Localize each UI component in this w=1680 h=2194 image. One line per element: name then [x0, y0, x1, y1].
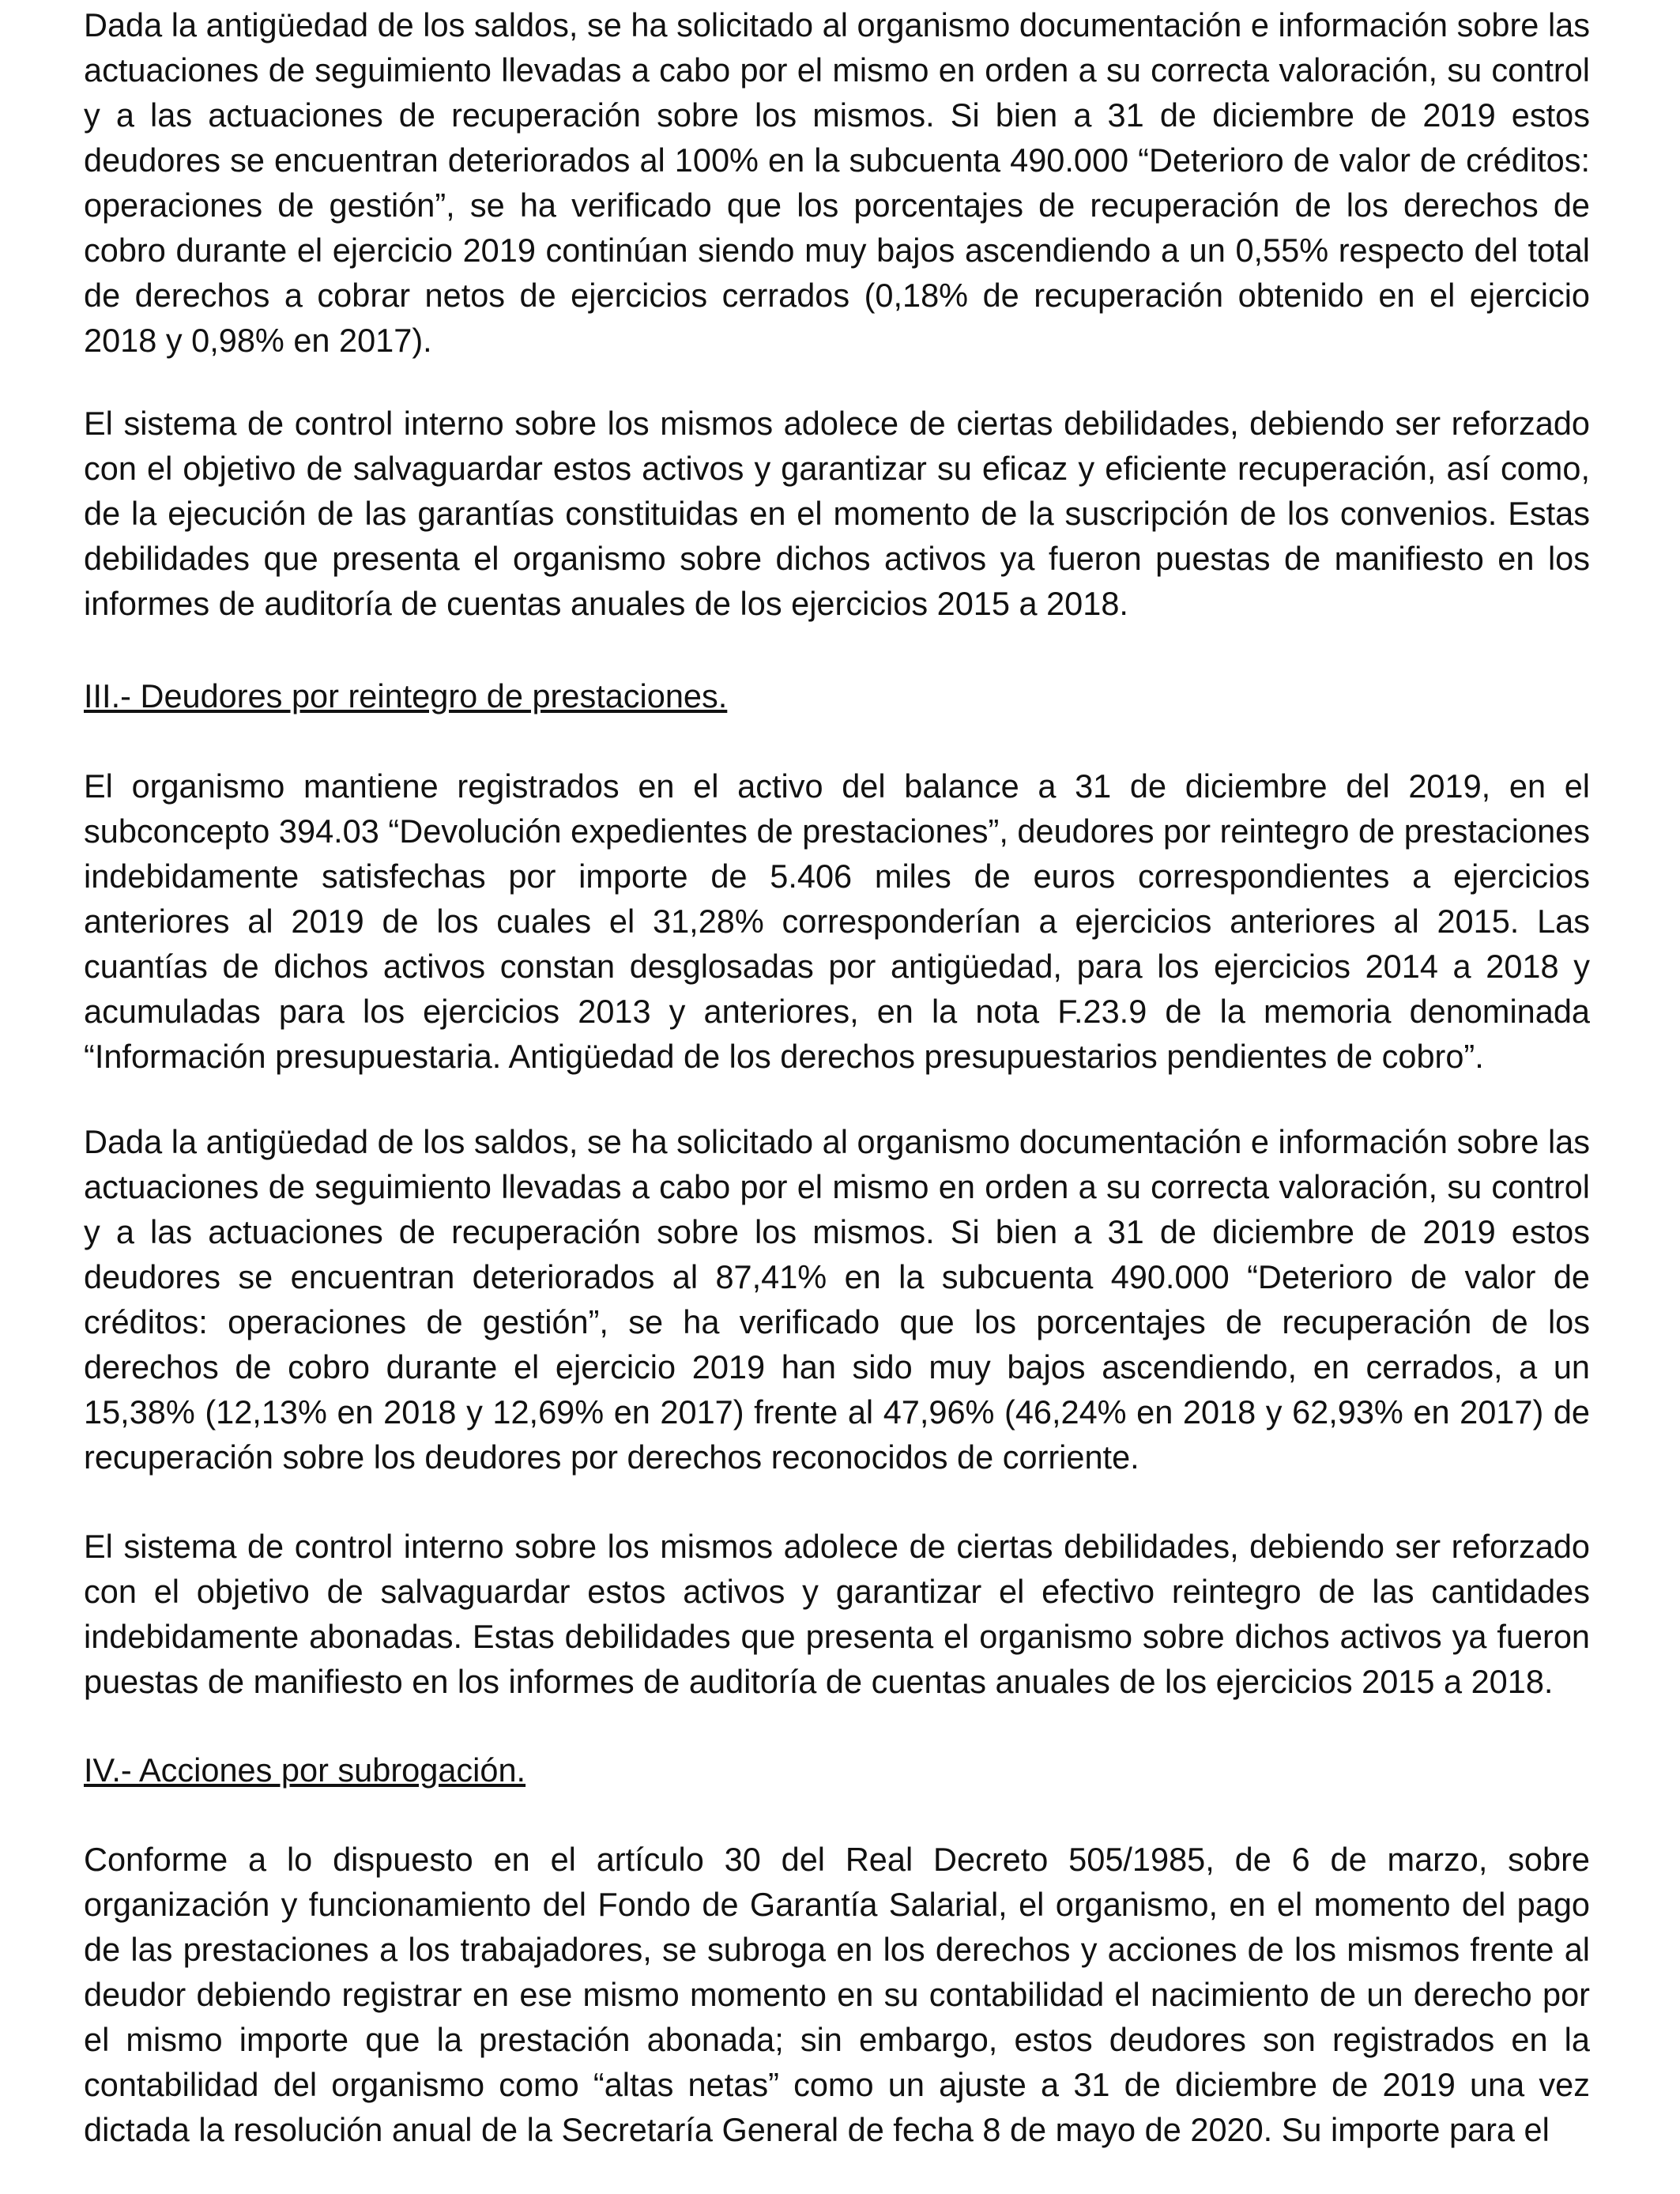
paragraph-deudores-reintegro: El organismo mantiene registrados en el activo del balance a 31 de diciembre del 2019, en el subconcepto 394.03 “Devolución expedientes de prestaciones”, deudores por reintegro de prestaciones indebidamente satisfechas por importe de 5.406 miles de euros correspondientes a ejercicios anteriores al 2019 de los cuales el 31,28% corresponderían a ejercicios anteriores al 2015. Las cuantías de dichos activos constan desglosadas por antigüedad, para los ejercicios 2014 a 2018 y acumuladas para los ejercicios 2013 y anteriores, en la nota F.23.9 de la memoria denominada “Información presupuestaria. Antigüedad de los derechos presupuestarios pendientes de cobro”. — [84, 767, 1590, 1075]
paragraph-internal-control: El sistema de control interno sobre los mismos adolece de ciertas debilidades, debiendo ser reforzado con el objetivo de salvaguardar estos activos y garantizar su eficaz y eficiente recuperación, así como, de la ejecución de las garantías constituidas en el momento de la suscripción de los convenios. Estas debilidades que presenta el organismo sobre dichos activos ya fueron puestas de manifiesto en los informes de auditoría de cuentas anuales de los ejercicios 2015 a 2018. — [84, 405, 1590, 622]
paragraph-recovery-actions: Dada la antigüedad de los saldos, se ha solicitado al organismo documentación e información sobre las actuaciones de seguimiento llevadas a cabo por el mismo en orden a su correcta valoración, su control y a las actuaciones de recuperación sobre los mismos. Si bien a 31 de diciembre de 2019 estos deudores se encuentran deteriorados al 100% en la subcuenta 490.000 “Deterioro de valor de créditos: operaciones de gestión”, se ha verificado que los porcentajes de recuperación de los derechos de cobro durante el ejercicio 2019 continúan siendo muy bajos ascendiendo a un 0,55% respecto del total de derechos a cobrar netos de ejercicios cerrados (0,18% de recuperación obtenido en el ejercicio 2018 y 0,98% en 2017). — [84, 6, 1590, 359]
paragraph-internal-control-2: El sistema de control interno sobre los mismos adolece de ciertas debilidades, debiendo ser reforzado con el objetivo de salvaguardar estos activos y garantizar el efectivo reintegro de las cantidades indebidamente abonadas. Estas debilidades que presenta el organismo sobre dichos activos ya fueron puestas de manifiesto en los informes de auditoría de cuentas anuales de los ejercicios 2015 a 2018. — [84, 1528, 1590, 1700]
paragraph-subrogacion: Conforme a lo dispuesto en el artículo 30 del Real Decreto 505/1985, de 6 de marzo, sobre organización y funcionamiento del Fondo de Garantía Salarial, el organismo, en el momento del pago de las prestaciones a los trabajadores, se subroga en los derechos y acciones de los mismos frente al deudor debiendo registrar en ese mismo momento en su contabilidad el nacimiento de un derecho por el mismo importe que la prestación abonada; sin embargo, estos deudores son registrados en la contabilidad del organismo como “altas netas” como un ajuste a 31 de diciembre de 2019 una vez dictada la resolución anual de la Secretaría General de fecha 8 de mayo de 2020. Su importe para el — [84, 1841, 1590, 2148]
section-heading-deudores-reintegro: III.- Deudores por reintegro de prestaciones. — [84, 677, 728, 714]
paragraph-recovery-actions-2: Dada la antigüedad de los saldos, se ha solicitado al organismo documentación e información sobre las actuaciones de seguimiento llevadas a cabo por el mismo en orden a su correcta valoración, su control y a las actuaciones de recuperación sobre los mismos. Si bien a 31 de diciembre de 2019 estos deudores se encuentran deteriorados al 87,41% en la subcuenta 490.000 “Deterioro de valor de créditos: operaciones de gestión”, se ha verificado que los porcentajes de recuperación de los derechos de cobro durante el ejercicio 2019 han sido muy bajos ascendiendo, en cerrados, a un 15,38% (12,13% en 2018 y 12,69% en 2017) frente al 47,96% (46,24% en 2018 y 62,93% en 2017) de recuperación sobre los deudores por derechos reconocidos de corriente. — [84, 1123, 1590, 1476]
section-heading-subrogacion: IV.- Acciones por subrogación. — [84, 1751, 526, 1789]
